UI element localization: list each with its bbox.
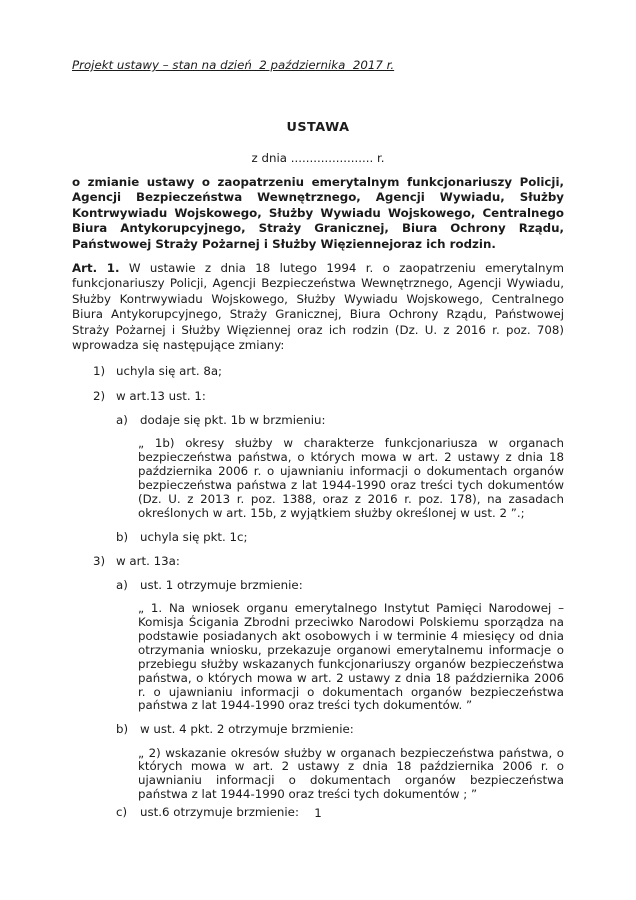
act-title: USTAWA — [286, 120, 350, 135]
list-item-text: w art. 13a: — [116, 553, 180, 568]
list-marker: a) — [116, 412, 128, 427]
list-marker: b) — [116, 529, 129, 544]
quoted-provision-pkt2: „ 2) wskazanie okresów służby w organach bezpieczeństwa państwa, o których mowa w art. 2 ustawy z dnia 18 października 2006 r. o ujawnianiu informacji o dokumentach organów bezpieczeństwa państwa z lat 1944-1990 oraz treści tych dokumentów ; ” — [138, 745, 564, 802]
page-number: 1 — [314, 806, 322, 820]
list-item-text: w art.13 ust. 1: — [116, 388, 206, 403]
article-1 — [72, 261, 564, 353]
amendment-point-2a — [72, 413, 564, 428]
list-item-text: ust.6 otrzymuje brzmienie: — [140, 805, 299, 820]
list-marker: a) — [116, 577, 128, 592]
amendment-point-3a — [72, 578, 564, 593]
article-1-label: Art. 1. — [72, 261, 120, 276]
draft-status-note: Projekt ustawy – stan na dzień 2 października 2017 r. — [72, 58, 395, 72]
amendment-point-2b — [72, 530, 564, 545]
list-item-text: w ust. 4 pkt. 2 otrzymuje brzmienie: — [140, 722, 354, 737]
list-item-text: uchyla się art. 8a; — [116, 364, 223, 379]
list-marker: 3) — [93, 553, 106, 568]
list-item-text: ust. 1 otrzymuje brzmienie: — [140, 577, 303, 592]
list-marker: 2) — [93, 388, 106, 403]
list-marker: c) — [116, 805, 128, 820]
list-marker: 1) — [93, 364, 106, 379]
act-date-placeholder: z dnia ...................... r. — [251, 151, 385, 165]
list-marker: b) — [116, 722, 129, 737]
amendment-point-3 — [72, 554, 564, 569]
article-1-text: W ustawie z dnia 18 lutego 1994 r. o zaopatrzeniu emerytalnym funkcjonariuszy Policji, Agencji Bezpieczeństwa Wewnętrznego, Agencji Wywiadu, Służby Kontrwywiadu Wojskowego, Służby Wywiadu Wojskowego, Centralnego Biura Antykorupcyjnego, Straży Granicznej, Biura Ochrony Rządu, Państwowej Straży Pożarnej i Służby Więziennej oraz ich rodzin (Dz. U. z 2016 r. poz. 708) wprowadza się następujące zmiany: — [72, 261, 564, 353]
list-item-text: uchyla się pkt. 1c; — [140, 529, 248, 544]
quoted-provision-ust1: „ 1. Na wniosek organu emerytalnego Instytut Pamięci Narodowej – Komisja Ścigania Zbrodni przeciwko Narodowi Polskiemu sporządza na podstawie posiadanych akt osobowych i w terminie 4 miesięcy od dnia otrzymania wniosku, przekazuje organowi emerytalnemu informacje o przebiegu służby wskazanych funkcjonariuszy organów bezpieczeństwa państwa, o których mowa w art. 2 ustawy z dnia 18 października 2006 r. o ujawnianiu informacji o dokumentach organów bezpieczeństwa państwa z lat 1944-1990 oraz treści tych dokumentów. ” — [138, 601, 564, 713]
amendment-point-2 — [72, 389, 564, 404]
amendment-point-1 — [72, 364, 564, 379]
document-content — [72, 58, 564, 829]
act-subject: o zmianie ustawy o zaopatrzeniu emerytalnym funkcjonariuszy Policji, Agencji Bezpieczeństwa Wewnętrznego, Agencji Wywiadu, Służby Kontrwywiadu Wojskowego, Służby Wywiadu Wojskowego, Centralnego Biura Antykorupcyjnego, Straży Granicznej, Biura Ochrony Rządu, Państwowej Straży Pożarnej i Służby Więziennejoraz ich rodzin. — [72, 175, 564, 251]
amendment-point-3b — [72, 722, 564, 737]
list-item-text: dodaje się pkt. 1b w brzmieniu: — [140, 412, 326, 427]
quoted-provision-1b: „ 1b) okresy służby w charakterze funkcjonariusza w organach bezpieczeństwa państwa, o których mowa w art. 2 ustawy z dnia 18 października 2006 r. o ujawnianiu informacji o dokumentach organów bezpieczeństwa państwa z lat 1944-1990 oraz treści tych dokumentów (Dz. U. z 2013 r. poz. 1388, oraz z 2016 r. poz. 178), na zasadach określonych w art. 15b, z wyjątkiem służby określonej w ust. 2 ”.; — [138, 436, 564, 520]
